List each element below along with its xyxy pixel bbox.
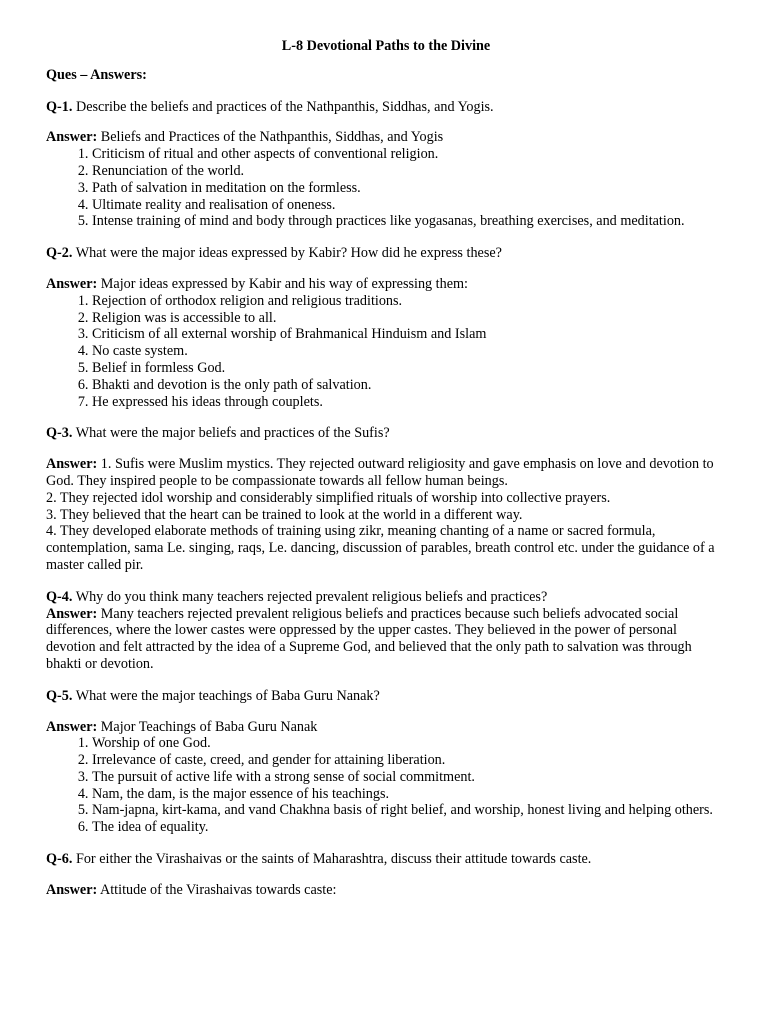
answer-3-para-4: 4. They developed elaborate methods of training using zikr, meaning chanting of a name or sacred formula, contemplation, sama Le. singing, raqs, Le. dancing, discussion of parables, breath control etc. under the guidance of a master called pir.: [46, 523, 715, 573]
list-item: 5. Nam-japna, kirt-kama, and vand Chakhna basis of right belief, and worship, honest living and helping others.: [92, 802, 726, 819]
answer-5-intro: Answer: Major Teachings of Baba Guru Nanak: [46, 718, 318, 735]
question-2: Q-2. What were the major ideas expressed by Kabir? How did he express these?: [46, 245, 502, 262]
list-item: 7. He expressed his ideas through couplets.: [92, 394, 726, 411]
list-item: 1. Worship of one God.: [92, 735, 726, 752]
answer-3-para-2: 2. They rejected idol worship and considerably simplified rituals of worship into collective prayers.: [46, 489, 611, 506]
answer-1-list: [46, 146, 726, 230]
list-item: 4. Ultimate reality and realisation of oneness.: [92, 197, 726, 214]
answer-3-para-1: Answer: 1. Sufis were Muslim mystics. They rejected outward religiosity and gave emphasis on love and devotion to God. They inspired people to be compassionate towards all fellow human beings.: [46, 456, 714, 489]
list-item: 5. Belief in formless God.: [92, 360, 726, 377]
answer-3-para-3: 3. They believed that the heart can be trained to look at the world in a different way.: [46, 506, 523, 523]
question-5: Q-5. What were the major teachings of Baba Guru Nanak?: [46, 687, 380, 704]
list-item: 1. Criticism of ritual and other aspects of conventional religion.: [92, 146, 726, 163]
list-item: 3. The pursuit of active life with a strong sense of social commitment.: [92, 769, 726, 786]
list-item: 6. The idea of equality.: [92, 819, 726, 836]
list-item: 3. Path of salvation in meditation on the formless.: [92, 180, 726, 197]
list-item: 3. Criticism of all external worship of Brahmanical Hinduism and Islam: [92, 326, 726, 343]
answer-2-list: [46, 293, 726, 411]
section-heading: Ques – Answers:: [46, 66, 147, 83]
question-4: Q-4. Why do you think many teachers rejected prevalent religious beliefs and practices?: [46, 588, 548, 605]
list-item: 2. Religion was is accessible to all.: [92, 310, 726, 327]
list-item: 4. Nam, the dam, is the major essence of his teachings.: [92, 786, 726, 803]
list-item: 2. Renunciation of the world.: [92, 163, 726, 180]
qa-4: [46, 589, 726, 673]
answer-3: [46, 456, 726, 574]
list-item: 1. Rejection of orthodox religion and religious traditions.: [92, 293, 726, 310]
list-item: 5. Intense training of mind and body through practices like yogasanas, breathing exercises, and meditation.: [92, 213, 726, 230]
question-1: Q-1. Describe the beliefs and practices of the Nathpanthis, Siddhas, and Yogis.: [46, 98, 494, 115]
answer-4: Answer: Many teachers rejected prevalent religious beliefs and practices because such beliefs advocated social differences, where the lower castes were oppressed by the upper castes. They believed in the power of personal devotion and felt attracted by the idea of a Supreme God, and believed that the only path to salvation was through bhakti or devotion.: [46, 605, 692, 672]
answer-5-list: [46, 735, 726, 836]
answer-1-intro: Answer: Beliefs and Practices of the Nathpanthis, Siddhas, and Yogis: [46, 129, 444, 146]
list-item: 6. Bhakti and devotion is the only path of salvation.: [92, 377, 726, 394]
list-item: 2. Irrelevance of caste, creed, and gender for attaining liberation.: [92, 752, 726, 769]
answer-2-intro: Answer: Major ideas expressed by Kabir and his way of expressing them:: [46, 275, 468, 292]
question-6: Q-6. For either the Virashaivas or the saints of Maharashtra, discuss their attitude towards caste.: [46, 851, 592, 868]
document-title: L-8 Devotional Paths to the Divine: [281, 38, 491, 54]
question-3: Q-3. What were the major beliefs and practices of the Sufis?: [46, 425, 390, 442]
list-item: 4. No caste system.: [92, 343, 726, 360]
answer-6-intro: Answer: Attitude of the Virashaivas towards caste:: [46, 881, 337, 898]
